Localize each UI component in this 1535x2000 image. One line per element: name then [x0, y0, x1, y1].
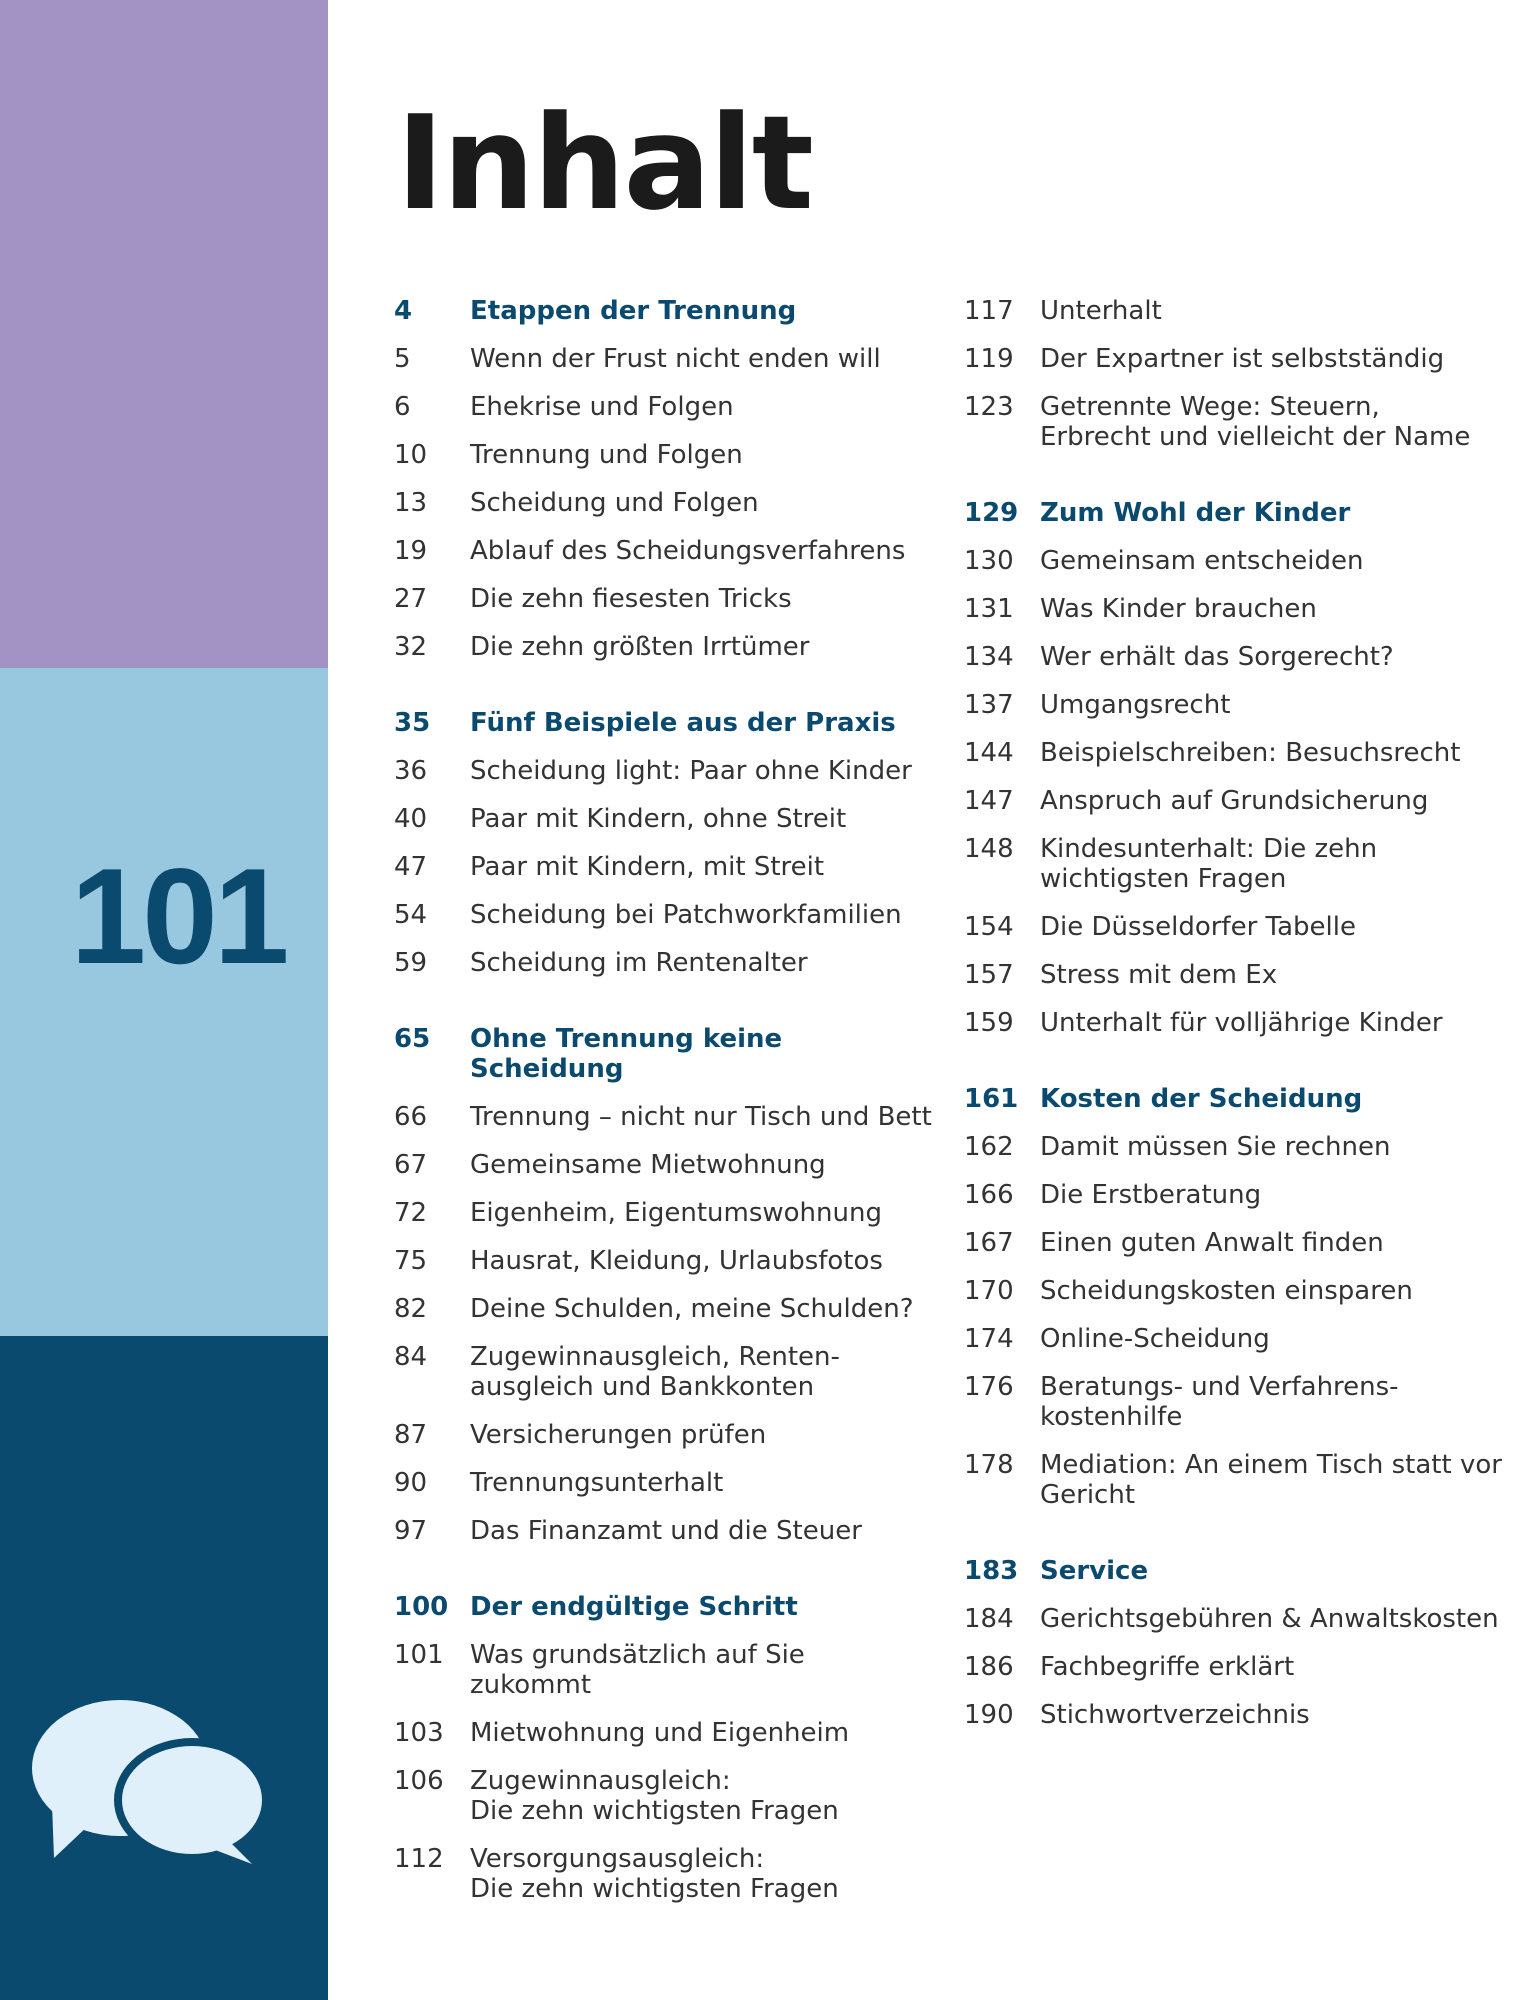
toc-page-number: 106 [394, 1766, 444, 1796]
toc-title: Ablauf des Scheidungsverfahrens [470, 536, 906, 566]
toc-entry [394, 1198, 934, 1228]
toc-title: Deine Schulden, meine Schulden? [470, 1294, 914, 1324]
toc-entry [964, 1228, 1524, 1258]
toc-page-number: 184 [964, 1604, 1014, 1634]
toc-entry [964, 1324, 1524, 1354]
toc-page-number: 131 [964, 594, 1014, 624]
toc-title: Versicherungen prüfen [470, 1420, 767, 1450]
toc-section-heading [394, 1024, 934, 1084]
toc-page-number: 84 [394, 1342, 428, 1372]
toc-entry [394, 1420, 934, 1450]
sidebar-band-purple [0, 0, 328, 668]
toc-page-number: 119 [964, 344, 1014, 374]
toc-title: Scheidung im Rentenalter [470, 948, 808, 978]
toc-page-number: 174 [964, 1324, 1014, 1354]
toc-title: Umgangsrecht [1040, 690, 1231, 720]
toc-section-heading [964, 1556, 1524, 1586]
toc-entry [394, 440, 934, 470]
toc-entry [394, 1718, 934, 1748]
toc-page-number: 130 [964, 546, 1014, 576]
toc-page-number: 159 [964, 1008, 1014, 1038]
toc-title: Kosten der Scheidung [1040, 1084, 1363, 1114]
toc-title: Kindesunterhalt: Die zehn wichtigsten Fragen [1040, 834, 1378, 894]
toc-page-number: 129 [964, 498, 1019, 528]
toc-page-number: 10 [394, 440, 428, 470]
toc-page-number: 59 [394, 948, 428, 978]
toc-page-number: 147 [964, 786, 1014, 816]
toc-section-heading [964, 498, 1524, 528]
toc-entry [964, 546, 1524, 576]
toc-page-number: 40 [394, 804, 428, 834]
toc-title: Die zehn größten Irrtümer [470, 632, 810, 662]
toc-title: Online-Scheidung [1040, 1324, 1270, 1354]
toc-entry [964, 296, 1524, 326]
toc-title: Hausrat, Kleidung, Urlaubsfotos [470, 1246, 883, 1276]
toc-title: Ohne Trennung keine Scheidung [470, 1024, 783, 1084]
toc-entry [964, 1276, 1524, 1306]
toc-title: Paar mit Kindern, mit Streit [470, 852, 825, 882]
toc-title: Die Düsseldorfer Tabelle [1040, 912, 1356, 942]
toc-entry [964, 594, 1524, 624]
toc-section-heading [394, 1592, 934, 1622]
toc-page-number: 144 [964, 738, 1014, 768]
toc-page-number: 148 [964, 834, 1014, 864]
toc-page-number: 157 [964, 960, 1014, 990]
toc-title: Mediation: An einem Tisch statt vor Gericht [1040, 1450, 1502, 1510]
toc-entry [964, 1180, 1524, 1210]
toc-entry [394, 1516, 934, 1546]
toc-page-number: 19 [394, 536, 428, 566]
toc-title: Scheidungskosten einsparen [1040, 1276, 1413, 1306]
toc-entry [394, 1102, 934, 1132]
toc-title: Scheidung light: Paar ohne Kinder [470, 756, 912, 786]
toc-page-number: 103 [394, 1718, 444, 1748]
toc-entry [394, 1640, 934, 1700]
toc-entry [964, 834, 1524, 894]
toc-title: Unterhalt für volljährige Kinder [1040, 1008, 1443, 1038]
toc-entry [394, 1150, 934, 1180]
speech-bubbles-icon [30, 1696, 270, 1866]
toc-title: Wenn der Frust nicht enden will [470, 344, 881, 374]
page-title: Inhalt [396, 87, 812, 239]
toc-entry [964, 1652, 1524, 1682]
chapter-number: 101 [70, 840, 286, 992]
toc-page-number: 137 [964, 690, 1014, 720]
toc-page-number: 117 [964, 296, 1014, 326]
toc-entry [394, 344, 934, 374]
sidebar-band-light-blue [0, 668, 328, 1336]
toc-page-number: 190 [964, 1700, 1014, 1730]
toc-page-number: 13 [394, 488, 428, 518]
toc-entry [964, 642, 1524, 672]
toc-entry [394, 804, 934, 834]
toc-title: Scheidung bei Patchworkfamilien [470, 900, 902, 930]
toc-section-heading [964, 1084, 1524, 1114]
toc-entry [964, 786, 1524, 816]
toc-title: Zum Wohl der Kinder [1040, 498, 1351, 528]
toc-page-number: 101 [394, 1640, 444, 1670]
toc-title: Trennung – nicht nur Tisch und Bett [470, 1102, 932, 1132]
toc-title: Was grundsätzlich auf Sie zukommt [470, 1640, 805, 1700]
toc-page-number: 123 [964, 392, 1014, 422]
toc-title: Versorgungsausgleich: Die zehn wichtigsten Fragen [470, 1844, 839, 1904]
toc-page-number: 35 [394, 708, 431, 738]
toc-title: Einen guten Anwalt finden [1040, 1228, 1384, 1258]
toc-page-number: 54 [394, 900, 428, 930]
toc-page-number: 75 [394, 1246, 428, 1276]
toc-entry [394, 900, 934, 930]
toc-page-number: 134 [964, 642, 1014, 672]
toc-title: Scheidung und Folgen [470, 488, 759, 518]
toc-title: Zugewinnausgleich, Renten- ausgleich und Bankkonten [470, 1342, 840, 1402]
toc-entry [964, 1132, 1524, 1162]
toc-entry [394, 948, 934, 978]
toc-entry [964, 912, 1524, 942]
toc-page-number: 65 [394, 1024, 431, 1054]
toc-title: Gerichtsgebühren & Anwaltskosten [1040, 1604, 1499, 1634]
toc-page-number: 36 [394, 756, 428, 786]
toc-title: Das Finanzamt und die Steuer [470, 1516, 862, 1546]
toc-title: Die Erstberatung [1040, 1180, 1262, 1210]
toc-title: Damit müssen Sie rechnen [1040, 1132, 1391, 1162]
toc-entry [394, 1468, 934, 1498]
toc-page-number: 162 [964, 1132, 1014, 1162]
toc-page-number: 112 [394, 1844, 444, 1874]
toc-page-number: 186 [964, 1652, 1014, 1682]
toc-page-number: 170 [964, 1276, 1014, 1306]
toc-title: Gemeinsam entscheiden [1040, 546, 1364, 576]
toc-title: Gemeinsame Mietwohnung [470, 1150, 826, 1180]
toc-entry [394, 584, 934, 614]
toc-entry [394, 392, 934, 422]
toc-section-heading [394, 708, 934, 738]
toc-entry [964, 344, 1524, 374]
toc-entry [964, 1700, 1524, 1730]
toc-page-number: 154 [964, 912, 1014, 942]
toc-title: Beratungs- und Verfahrens- kostenhilfe [1040, 1372, 1399, 1432]
toc-page-number: 72 [394, 1198, 428, 1228]
toc-page-number: 66 [394, 1102, 428, 1132]
toc-section-heading [394, 296, 934, 326]
toc-entry [964, 1450, 1524, 1510]
toc-page-number: 167 [964, 1228, 1014, 1258]
toc-entry [394, 1246, 934, 1276]
toc-title: Fachbegriffe erklärt [1040, 1652, 1295, 1682]
toc-page-number: 166 [964, 1180, 1014, 1210]
toc-title: Unterhalt [1040, 296, 1162, 326]
toc-title: Trennungsunterhalt [470, 1468, 724, 1498]
toc-page-number: 82 [394, 1294, 428, 1324]
toc-entry [394, 488, 934, 518]
toc-column-right [964, 296, 1524, 1748]
toc-entry [964, 960, 1524, 990]
toc-title: Trennung und Folgen [470, 440, 743, 470]
toc-entry [394, 1766, 934, 1826]
toc-page-number: 178 [964, 1450, 1014, 1480]
toc-entry [394, 852, 934, 882]
toc-entry [394, 1342, 934, 1402]
toc-title: Zugewinnausgleich: Die zehn wichtigsten Fragen [470, 1766, 839, 1826]
toc-page-number: 6 [394, 392, 411, 422]
toc-title: Die zehn fiesesten Tricks [470, 584, 792, 614]
toc-title: Getrennte Wege: Steuern, Erbrecht und vielleicht der Name [1040, 392, 1471, 452]
toc-entry [964, 1372, 1524, 1432]
toc-title: Fünf Beispiele aus der Praxis [470, 708, 896, 738]
toc-page-number: 176 [964, 1372, 1014, 1402]
toc-page-number: 32 [394, 632, 428, 662]
toc-page-number: 4 [394, 296, 413, 326]
toc-entry [394, 1844, 934, 1904]
toc-title: Ehekrise und Folgen [470, 392, 734, 422]
toc-entry [394, 536, 934, 566]
toc-title: Mietwohnung und Eigenheim [470, 1718, 850, 1748]
toc-page-number: 67 [394, 1150, 428, 1180]
toc-title: Was Kinder brauchen [1040, 594, 1317, 624]
toc-page-number: 5 [394, 344, 411, 374]
toc-title: Etappen der Trennung [470, 296, 797, 326]
toc-entry [964, 690, 1524, 720]
toc-title: Wer erhält das Sorgerecht? [1040, 642, 1394, 672]
sidebar-band-navy [0, 1336, 328, 2000]
toc-entry [394, 756, 934, 786]
toc-page-number: 97 [394, 1516, 428, 1546]
toc-entry [964, 392, 1524, 452]
toc-page-number: 90 [394, 1468, 428, 1498]
toc-entry [964, 1604, 1524, 1634]
toc-entry [394, 1294, 934, 1324]
toc-title: Beispielschreiben: Besuchsrecht [1040, 738, 1461, 768]
toc-page-number: 183 [964, 1556, 1019, 1586]
toc-page-number: 87 [394, 1420, 428, 1450]
toc-title: Der Expartner ist selbstständig [1040, 344, 1445, 374]
toc-page-number: 161 [964, 1084, 1019, 1114]
toc-column-left [394, 296, 934, 1922]
toc-page-number: 27 [394, 584, 428, 614]
toc-title: Paar mit Kindern, ohne Streit [470, 804, 847, 834]
toc-title: Anspruch auf Grundsicherung [1040, 786, 1429, 816]
toc-title: Der endgültige Schritt [470, 1592, 798, 1622]
toc-entry [964, 1008, 1524, 1038]
toc-title: Service [1040, 1556, 1149, 1586]
toc-title: Stichwortverzeichnis [1040, 1700, 1310, 1730]
toc-page-number: 100 [394, 1592, 449, 1622]
toc-title: Stress mit dem Ex [1040, 960, 1278, 990]
toc-page-number: 47 [394, 852, 428, 882]
toc-entry [964, 738, 1524, 768]
toc-title: Eigenheim, Eigentumswohnung [470, 1198, 882, 1228]
toc-entry [394, 632, 934, 662]
